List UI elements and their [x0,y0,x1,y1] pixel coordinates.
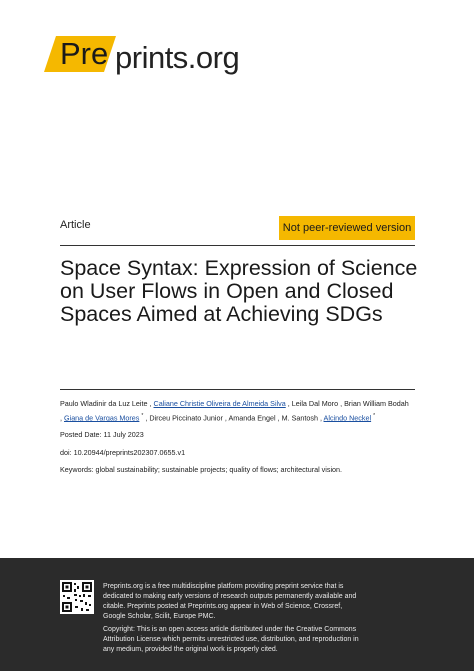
corresponding-mark: * [141,413,144,419]
author-list: Paulo Wladinir da Luz Leite , Caliane Christie Oliveira de Almeida Silva , Leila Dal Moro , Brian William Bodah , Giana de Vargas Mores * , Dirceu Piccinato Junior , Amanda Engel , M. Santosh , Alcindo Neckel * [60,399,409,423]
keywords: Keywords: global sustainability; sustainable projects; quality of flows; architectural vision. [60,465,343,474]
doi[interactable]: doi: 10.20944/preprints202307.0655.v1 [60,448,186,457]
qr-code-icon[interactable] [60,580,94,614]
footer-copyright-text: Copyright: This is an open access article distributed under the Creative Commons Attribution License which permits unrestricted use, distribution, and reproduction in any medium, provided the original work is properly cited. [103,626,359,653]
author-name: Dirceu Piccinato Junior [149,413,223,423]
posted-date: Posted Date: 11 July 2023 [60,430,144,439]
author-name: Brian William Bodah [344,399,409,408]
author-name: Leila Dal Moro [291,399,339,408]
paper-title: Space Syntax: Expression of Science on User Flows in Open and Closed Spaces Aimed at Achieving SDGs [60,256,418,326]
logo-wordmark: prints.org [115,40,240,75]
author-name: M. Santosh [281,413,318,423]
article-type-label: Article [60,219,91,231]
author-link[interactable]: Caliane Christie Oliveira de Almeida Silva [153,399,286,408]
logo-pre-mark [44,36,116,72]
divider-bottom [60,389,415,390]
author-name: Paulo Wladinir da Luz Leite [60,399,148,408]
author-name: Amanda Engel [228,413,276,423]
divider-top [60,245,415,246]
author-link[interactable]: Giana de Vargas Mores [64,413,140,423]
author-link[interactable]: Alcindo Neckel [323,413,372,423]
review-status-badge: Not peer-reviewed version [279,216,415,240]
footer-about-text: Preprints.org is a free multidiscipline platform providing preprint service that is dedicated to making early versions of research outputs permanently available and citable. Preprints posted at Preprints.org appear in Web of Science, Crossref, Google Scholar, Scilit, Europe PMC. [103,583,357,620]
corresponding-mark: * [373,413,376,419]
logo-pre-text: Pre [60,36,109,71]
